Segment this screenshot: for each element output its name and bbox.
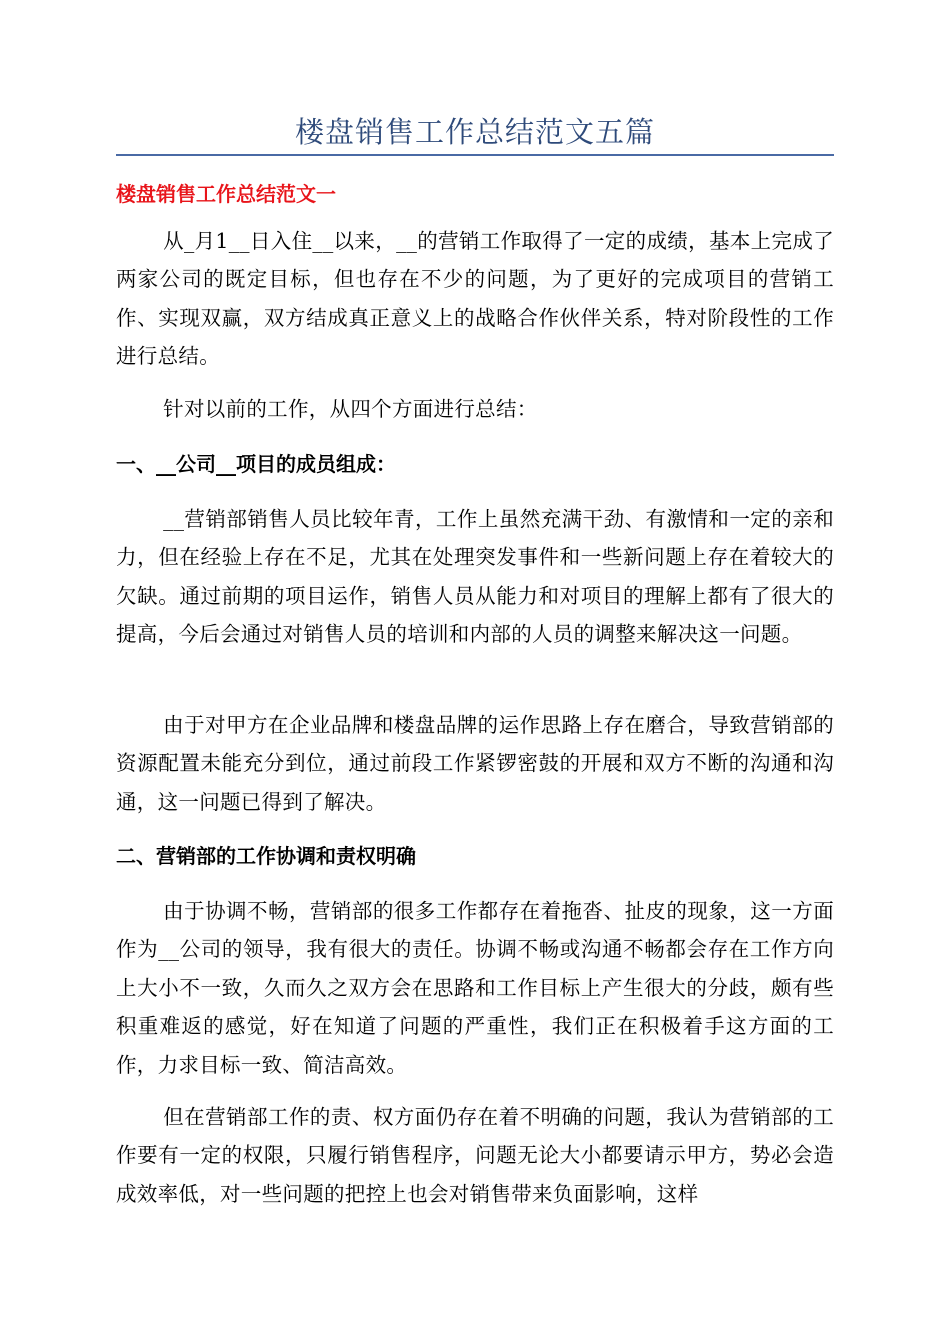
paragraph-team: __营销部销售人员比较年青，工作上虽然充满干劲、有激情和一定的亲和力，但在经验上存在不足，尤其在处理突发事件和一些新问题上存在着较大的欠缺。通过前期的项目运作，销售人员从能力和对项目的理解上都有了很大的提高，今后会通过对销售人员的培训和内部的人员的调整来解决这一问题。: [116, 507, 834, 647]
title-underline: [116, 154, 834, 156]
heading-coordination: 二、营销部的工作协调和责权明确: [116, 844, 416, 868]
paragraph-authority: 但在营销部工作的责、权方面仍存在着不明确的问题，我认为营销部的工作要有一定的权限，只履行销售程序，问题无论大小都要请示甲方，势必会造成效率低，对一些问题的把控上也会对销售带来负面影响，这样: [116, 1105, 834, 1206]
paragraph-coordination: 由于协调不畅，营销部的很多工作都存在着拖沓、扯皮的现象，这一方面作为__公司的领导，我有很大的责任。协调不畅或沟通不畅都会存在工作方向上大小不一致，久而久之双方会在思路和工作目标上产生很大的分歧，颇有些积重难返的感觉，好在知道了问题的严重性，我们正在积极着手这方面的工作，力求目标一致、简洁高效。: [116, 899, 834, 1077]
heading-team-composition: 一、__公司__项目的成员组成：: [116, 452, 396, 476]
paragraph-intro: 从_月1__日入住__以来，__的营销工作取得了一定的成绩，基本上完成了两家公司的既定目标，但也存在不少的问题，为了更好的完成项目的营销工作、实现双赢，双方结成真正意义上的战略合作伙伴关系，特对阶段性的工作进行总结。: [116, 229, 834, 369]
paragraph-resources: 由于对甲方在企业品牌和楼盘品牌的运作思路上存在磨合，导致营销部的资源配置未能充分到位，通过前段工作紧锣密鼓的开展和双方不断的沟通和沟通，这一问题已得到了解决。: [116, 713, 834, 814]
paragraph-overview: 针对以前的工作，从四个方面进行总结：: [163, 397, 538, 421]
document-title: 楼盘销售工作总结范文五篇: [294, 115, 655, 149]
section-title: 楼盘销售工作总结范文一: [116, 182, 336, 206]
